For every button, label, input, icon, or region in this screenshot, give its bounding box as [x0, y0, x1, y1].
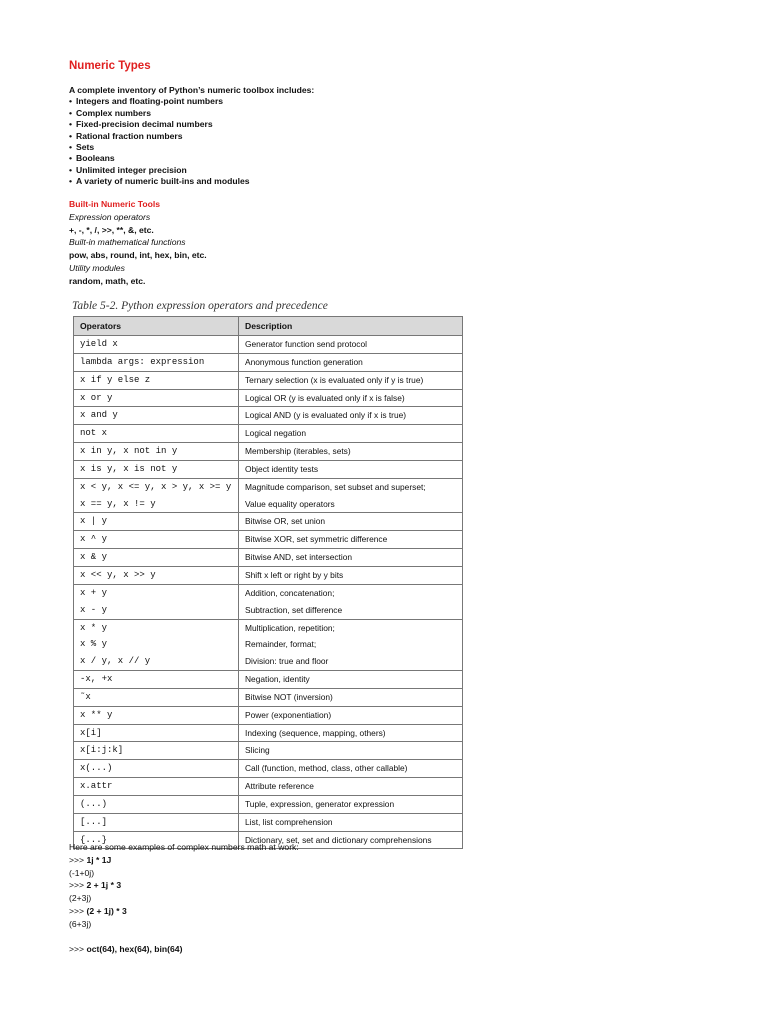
description-text: Division: true and floor — [245, 656, 329, 667]
description-cell — [239, 531, 463, 549]
description-text: Anonymous function generation — [245, 356, 363, 367]
description-text: Dictionary, set, set and dictionary comprehensions — [245, 834, 432, 845]
toolbox-list-item: • Sets — [69, 142, 314, 153]
toolbox-list — [69, 96, 314, 187]
description-cell — [239, 478, 463, 513]
description-text: Ternary selection (x is evaluated only if y is true) — [245, 374, 424, 385]
description-cell — [239, 760, 463, 778]
example-output: (-1+0j) — [69, 867, 95, 878]
operator-cell — [74, 619, 239, 671]
description-cell — [239, 671, 463, 689]
description-text: List, list comprehension — [245, 816, 333, 827]
operator-cell — [74, 795, 239, 813]
toolbox-list-item: • Fixed-precision decimal numbers — [69, 119, 314, 130]
table-row — [74, 513, 463, 531]
operator-cell — [74, 353, 239, 371]
operator-text: lambda args: expression — [80, 356, 205, 367]
math-functions-label: Built-in mathematical functions — [69, 237, 186, 248]
table-row — [74, 336, 463, 354]
description-cell — [239, 724, 463, 742]
toolbox-list-item: • Booleans — [69, 153, 314, 164]
operator-text: not x — [80, 428, 108, 439]
operator-cell — [74, 584, 239, 619]
operator-cell — [74, 443, 239, 461]
description-text: Remainder, format; — [245, 639, 317, 650]
operator-text: x ** y — [80, 709, 113, 720]
operator-text: x and y — [80, 410, 118, 421]
toolbox-list-item: • A variety of numeric built-ins and modules — [69, 176, 314, 187]
operator-cell — [74, 478, 239, 513]
description-text: Bitwise OR, set union — [245, 516, 326, 527]
description-cell — [239, 584, 463, 619]
operator-text: x.attr — [80, 781, 113, 792]
description-cell — [239, 443, 463, 461]
operator-cell — [74, 513, 239, 531]
description-cell — [239, 688, 463, 706]
example-input — [69, 879, 299, 892]
operator-text: x * y — [80, 622, 108, 633]
intro-lead: A complete inventory of Python’s numeric toolbox includes: — [69, 85, 315, 95]
operator-text: ˜x — [80, 691, 91, 702]
description-text: Power (exponentiation) — [245, 709, 332, 720]
operator-text: x % y — [80, 639, 108, 650]
toolbox-list-item: • Rational fraction numbers — [69, 131, 314, 142]
description-text: Tuple, expression, generator expression — [245, 798, 395, 809]
operators-table-body — [74, 336, 463, 849]
table-row — [74, 566, 463, 584]
description-cell — [239, 706, 463, 724]
examples-section — [69, 841, 299, 956]
example-code: 1j * 1J — [86, 854, 112, 865]
operator-text: x[i:j:k] — [80, 745, 124, 756]
table-row — [74, 531, 463, 549]
example-code: oct(64), hex(64), bin(64) — [86, 944, 183, 955]
operator-text: x or y — [80, 392, 113, 403]
operator-cell — [74, 671, 239, 689]
example-output: (2+3j) — [69, 893, 92, 904]
description-cell — [239, 619, 463, 671]
operator-cell — [74, 566, 239, 584]
operator-cell — [74, 389, 239, 407]
description-cell — [239, 778, 463, 796]
table-row — [74, 671, 463, 689]
table-caption: Table 5-2. Python expression operators and precedence — [72, 300, 328, 312]
table-header-row — [74, 317, 463, 336]
table-row — [74, 795, 463, 813]
table-row — [74, 778, 463, 796]
operator-text: {...} — [80, 834, 108, 845]
operator-cell — [74, 706, 239, 724]
description-cell — [239, 389, 463, 407]
description-cell — [239, 460, 463, 478]
operator-cell — [74, 371, 239, 389]
operator-text: x[i] — [80, 727, 102, 738]
operator-text: x - y — [80, 604, 108, 615]
table-row — [74, 460, 463, 478]
operator-cell — [74, 549, 239, 567]
table-row — [74, 407, 463, 425]
utility-modules-label: Utility modules — [69, 262, 125, 273]
operator-text: x < y, x <= y, x > y, x >= y — [80, 481, 232, 492]
table-row — [74, 688, 463, 706]
operator-cell — [74, 688, 239, 706]
operator-cell — [74, 460, 239, 478]
operator-text: x if y else z — [80, 374, 151, 385]
description-cell — [239, 407, 463, 425]
example-input — [69, 905, 299, 918]
operator-cell — [74, 778, 239, 796]
page-title: Numeric Types — [69, 60, 151, 72]
description-cell — [239, 813, 463, 831]
table-row — [74, 478, 463, 513]
table-row — [74, 389, 463, 407]
table-row — [74, 425, 463, 443]
example-input — [69, 943, 299, 956]
operator-cell — [74, 813, 239, 831]
example-input — [69, 854, 299, 867]
operator-text: x & y — [80, 552, 108, 563]
expr-operators-value: +, -, *, /, >>, **, &, etc. — [69, 224, 154, 235]
operator-cell — [74, 724, 239, 742]
table-row — [74, 584, 463, 619]
description-text: Bitwise XOR, set symmetric difference — [245, 534, 388, 545]
description-text: Negation, identity — [245, 674, 310, 685]
operators-column-header: Operators — [74, 317, 239, 336]
description-text: Magnitude comparison, set subset and superset; — [245, 481, 426, 492]
intro-section — [69, 85, 314, 188]
operator-text: x | y — [80, 516, 108, 527]
utility-modules-value: random, math, etc. — [69, 275, 146, 286]
description-cell — [239, 513, 463, 531]
prompt-text: >>> — [69, 854, 87, 865]
builtin-tools-section — [69, 198, 207, 288]
table-row — [74, 706, 463, 724]
description-cell — [239, 742, 463, 760]
table-row — [74, 549, 463, 567]
operator-cell — [74, 531, 239, 549]
description-text: Shift x left or right by y bits — [245, 569, 344, 580]
description-cell — [239, 566, 463, 584]
description-cell — [239, 336, 463, 354]
description-cell — [239, 795, 463, 813]
description-text: Multiplication, repetition; — [245, 622, 335, 633]
operator-cell — [74, 336, 239, 354]
description-text: Bitwise NOT (inversion) — [245, 691, 333, 702]
table-row — [74, 353, 463, 371]
description-text: Logical OR (y is evaluated only if x is false) — [245, 392, 405, 403]
operator-cell — [74, 742, 239, 760]
toolbox-list-item: • Complex numbers — [69, 108, 314, 119]
operator-cell — [74, 407, 239, 425]
math-functions-value: pow, abs, round, int, hex, bin, etc. — [69, 250, 207, 261]
operators-table — [73, 316, 463, 849]
examples-lead: Here are some examples of complex numbers math at work: — [69, 842, 299, 852]
description-text: Addition, concatenation; — [245, 587, 335, 598]
operator-text: x + y — [80, 587, 108, 598]
description-cell — [239, 549, 463, 567]
description-text: Bitwise AND, set intersection — [245, 552, 353, 563]
operator-text: x ^ y — [80, 534, 108, 545]
operator-text: x(...) — [80, 763, 113, 774]
table-row — [74, 619, 463, 671]
description-text: Logical negation — [245, 428, 307, 439]
prompt-text: >>> — [69, 880, 87, 891]
description-text: Generator function send protocol — [245, 339, 367, 349]
description-text: Membership (iterables, sets) — [245, 446, 351, 457]
description-text: Slicing — [245, 745, 270, 756]
description-text: Object identity tests — [245, 463, 319, 474]
table-row — [74, 724, 463, 742]
operator-text: yield x — [80, 339, 118, 349]
operator-text: x in y, x not in y — [80, 446, 178, 457]
toolbox-list-item: • Unlimited integer precision — [69, 165, 314, 176]
operator-text: x == y, x != y — [80, 498, 156, 509]
description-cell — [239, 371, 463, 389]
operator-cell — [74, 425, 239, 443]
description-text: Attribute reference — [245, 781, 314, 792]
builtin-tools-heading: Built-in Numeric Tools — [69, 199, 161, 209]
description-text: Call (function, method, class, other callable) — [245, 763, 408, 774]
blank-line — [69, 931, 299, 944]
operator-text: (...) — [80, 798, 108, 809]
description-column-header: Description — [239, 317, 463, 336]
examples-lines — [69, 854, 299, 956]
table-row — [74, 443, 463, 461]
example-code: (2 + 1j) * 3 — [86, 905, 127, 916]
table-row — [74, 813, 463, 831]
description-text: Value equality operators — [245, 498, 335, 509]
description-cell — [239, 353, 463, 371]
example-code: 2 + 1j * 3 — [86, 880, 122, 891]
table-row — [74, 371, 463, 389]
table-row — [74, 760, 463, 778]
operator-text: x / y, x // y — [80, 656, 151, 667]
table-row — [74, 742, 463, 760]
operator-text: -x, +x — [80, 674, 113, 685]
description-text: Logical AND (y is evaluated only if x is true) — [245, 410, 407, 421]
description-text: Indexing (sequence, mapping, others) — [245, 727, 386, 738]
description-text: Subtraction, set difference — [245, 604, 343, 615]
operator-text: [...] — [80, 816, 108, 827]
prompt-text: >>> — [69, 944, 87, 955]
description-cell — [239, 425, 463, 443]
operator-text: x is y, x is not y — [80, 463, 178, 474]
toolbox-list-item: • Integers and floating-point numbers — [69, 96, 314, 107]
expr-operators-label: Expression operators — [69, 211, 151, 222]
prompt-text: >>> — [69, 905, 87, 916]
operator-text: x << y, x >> y — [80, 569, 156, 580]
operator-cell — [74, 760, 239, 778]
example-output: (6+3j) — [69, 918, 92, 929]
